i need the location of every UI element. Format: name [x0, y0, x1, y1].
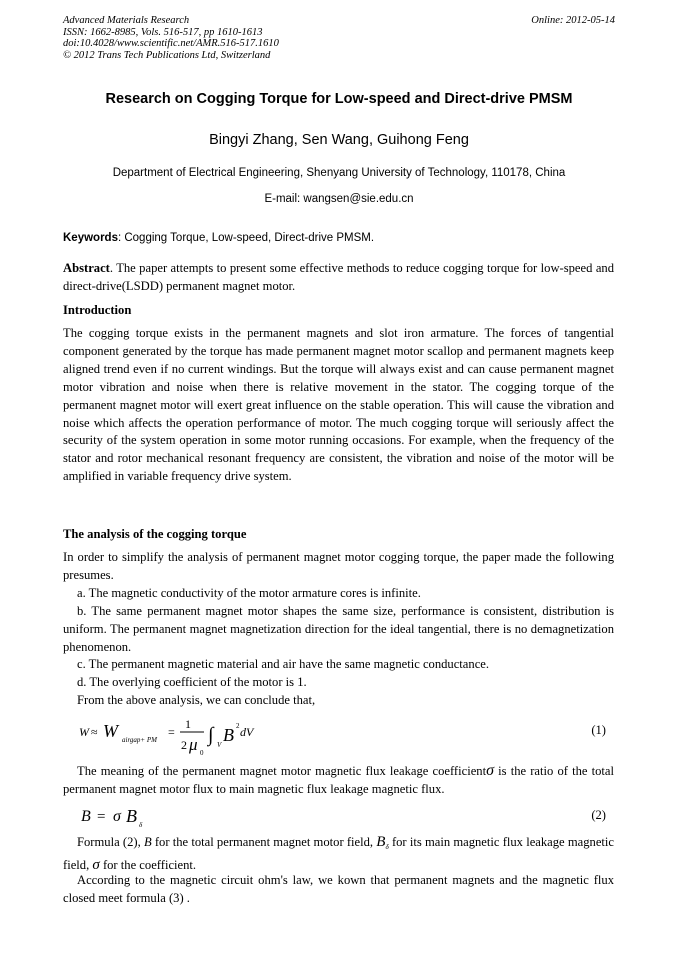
presume-item: d. The overlying coefficient of the motor is 1. — [77, 675, 307, 690]
eq1-w: W — [79, 725, 89, 739]
analysis-body — [63, 549, 614, 710]
author-email[interactable]: E-mail: wangsen@sie.edu.cn — [264, 193, 414, 205]
eq1-denominator-two: 2 — [181, 738, 187, 752]
author-list: Bingyi Zhang, Sen Wang, Guihong Feng — [209, 132, 469, 148]
eq1-integral-subscript: V — [217, 741, 222, 749]
eq2-delta-subscript: δ — [139, 821, 143, 828]
section-heading-analysis: The analysis of the cogging torque — [63, 527, 247, 541]
equation-1-number: (1) — [591, 723, 606, 737]
formula2-b-symbol: B — [143, 835, 152, 849]
equation-2-formula — [79, 802, 219, 828]
conclude-line: From the above analysis, we can conclude that, — [77, 693, 316, 708]
formula2-sigma-symbol: σ — [92, 856, 100, 873]
abstract-text: . The paper attempts to present some effective methods to reduce cogging torque for low-speed and direct-drive(LSDD) permanent magnet motor. — [63, 261, 614, 293]
eq2-equals: = — [97, 809, 106, 825]
eq2-b: B — [81, 808, 91, 825]
equation-1 — [63, 712, 614, 758]
eq2-sigma: σ — [113, 808, 121, 825]
keywords — [63, 232, 615, 244]
issn-line: ISSN: 1662-8985, Vols. 516-517, pp 1610-1613 — [63, 26, 263, 38]
eq1-approx: ≈ — [91, 725, 98, 739]
affiliation: Department of Electrical Engineering, Shenyang University of Technology, 110178, China — [112, 167, 566, 179]
introduction-paragraph: The cogging torque exists in the permanent magnets and slot iron armature. The forces of tangential component generated by the torque has made permanent magnet motor scallop and permanent magnets keep aligned trend even if no current windings. But the torque will always exist and can cause permanent magnet motor vibration and noise when there is relative movement in the stator. The cogging torque of the permanent magnet motor will exert great influence on the stable operation. This will cause the vibration and noise which affects the operation performance of motor. The much cogging torque will seriously affect the security of the system operation in some motor running occasions. For example, when the frequency of the stator and rotor mechanical resonant frequency are consistent, the vibration and noise of the motor will be amplified in variable frequency drive system. — [63, 326, 614, 484]
formula-2-explanation — [63, 834, 614, 875]
equation-1-formula — [77, 712, 337, 758]
eq1-mu: μ — [189, 735, 198, 754]
abstract — [63, 260, 614, 296]
equation-2 — [63, 802, 614, 828]
eq1-big-w: W — [103, 721, 118, 741]
meaning-text-post: is the ratio of the total permanent magnet motor flux to main magnetic flux leakage magnetic flux. — [63, 764, 615, 796]
presume-item: b. The same permanent magnet motor shapes the same size, performance is consistent, distribution is uniform. The permanent magnet magnetization direction for the ideal tangential, there is no demagnetization phenomenon. — [63, 603, 614, 654]
formula2-text-mid: for the total permanent magnet motor field, — [151, 835, 377, 849]
copyright-line: © 2012 Trans Tech Publications Ltd, Switzerland — [63, 49, 271, 61]
formula2-text-mid2: for its main magnetic flux leakage magnetic field, — [63, 835, 615, 872]
paper-title: Research on Cogging Torque for Low-speed and Direct-drive PMSM — [105, 91, 573, 107]
abstract-label: Abstract — [63, 261, 110, 275]
formula2-text-post: for the coefficient. — [99, 857, 197, 872]
section-heading-introduction: Introduction — [63, 303, 132, 317]
sigma-symbol: σ — [486, 762, 494, 779]
keywords-text: : Cogging Torque, Low-speed, Direct-drive PMSM. — [117, 232, 375, 244]
doi-line[interactable]: doi:10.4028/www.scientific.net/AMR.516-517.1610 — [63, 38, 279, 49]
eq2-b-delta: B — [126, 806, 137, 826]
meaning-paragraph — [63, 762, 614, 799]
keywords-label: Keywords — [63, 232, 118, 244]
formula2-delta-subscript: δ — [385, 843, 389, 851]
formula2-text-pre: Formula (2), — [77, 835, 144, 849]
eq1-numerator: 1 — [185, 717, 191, 731]
journal-name: Advanced Materials Research — [63, 15, 190, 26]
presume-item: c. The permanent magnetic material and air have the same magnetic conductance. — [77, 657, 490, 672]
meaning-text-pre: The meaning of the permanent magnet motor magnetic flux leakage coefficient — [77, 764, 487, 778]
analysis-lead: In order to simplify the analysis of permanent magnet motor cogging torque, the paper made the following presumes. — [63, 550, 614, 582]
magnetic-circuit-paragraph: According to the magnetic circuit ohm's law, we kown that permanent magnets and the magnetic flux closed meet formula (3) . — [63, 873, 614, 905]
journal-header — [63, 15, 615, 61]
eq1-squared: 2 — [236, 722, 240, 730]
presume-item: a. The magnetic conductivity of the motor armature cores is infinite. — [77, 585, 421, 600]
eq1-integral: ∫ — [208, 724, 214, 746]
eq1-b: B — [223, 725, 234, 745]
equation-2-number: (2) — [591, 808, 606, 822]
eq1-equals: = — [168, 725, 175, 739]
online-date: Online: 2012-05-14 — [531, 15, 615, 26]
eq1-dv: dV — [240, 725, 254, 739]
eq1-subscript: airgap+ PM — [122, 736, 157, 744]
eq1-mu-subscript: 0 — [200, 749, 204, 757]
formula2-b-delta-symbol: B — [376, 834, 386, 850]
